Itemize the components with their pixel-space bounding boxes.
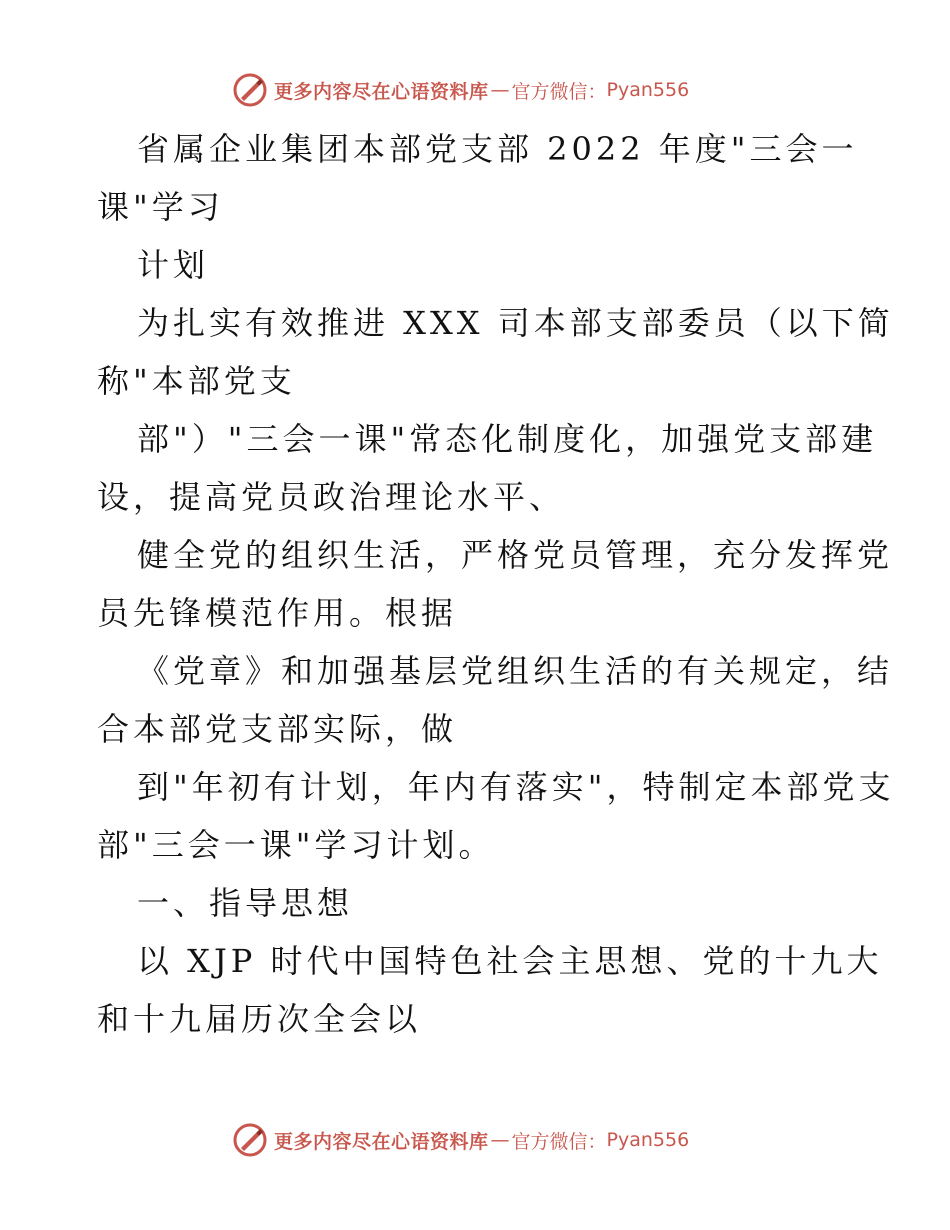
banner-wechat-id: Pyan556 (606, 79, 690, 101)
document-body (97, 120, 895, 1048)
title-line-3: 计划 (137, 246, 210, 284)
footer-banner (232, 1120, 689, 1160)
paragraph-line: 部"三会一课"学习计划。 (97, 826, 495, 864)
paragraph-line: 员先锋模范作用。根据 (97, 594, 458, 632)
paragraph-line: 合本部党支部实际，做 (97, 710, 458, 748)
banner-dash: — (490, 79, 510, 101)
banner-wechat-id: Pyan556 (606, 1129, 690, 1151)
paragraph-line: 和十九届历次全会以 (97, 1000, 422, 1038)
paragraph-line: 部"）"三会一课"常态化制度化，加强党支部建 (137, 420, 878, 458)
paragraph-line: 为扎实有效推进 XXX 司本部支部委员（以下简 (137, 304, 894, 342)
banner-wechat-label: 官方微信： (511, 1130, 607, 1153)
paragraph-line: 称"本部党支 (97, 362, 296, 400)
pen-logo-icon (232, 72, 268, 108)
paragraph-line: 《党章》和加强基层党组织生活的有关规定，结 (137, 652, 894, 690)
title-line-1: 省属企业集团本部党支部 2022 年度"三会一 (137, 130, 858, 168)
section-heading: 一、指导思想 (137, 884, 354, 922)
paragraph-line: 健全党的组织生活，严格党员管理，充分发挥党 (137, 536, 894, 574)
title-line-2: 课"学习 (97, 188, 224, 226)
paragraph-line: 以 XJP 时代中国特色社会主思想、党的十九大 (137, 942, 883, 980)
header-banner (232, 70, 689, 110)
banner-dash: — (490, 1129, 510, 1151)
paragraph-line: 到"年初有计划，年内有落实"，特制定本部党支 (137, 768, 895, 806)
pen-logo-icon (232, 1122, 268, 1158)
banner-title: 更多内容尽在心语资料库 (274, 1130, 489, 1153)
banner-title: 更多内容尽在心语资料库 (274, 80, 489, 103)
paragraph-line: 设，提高党员政治理论水平、 (97, 478, 566, 516)
banner-wechat-label: 官方微信： (511, 80, 607, 103)
